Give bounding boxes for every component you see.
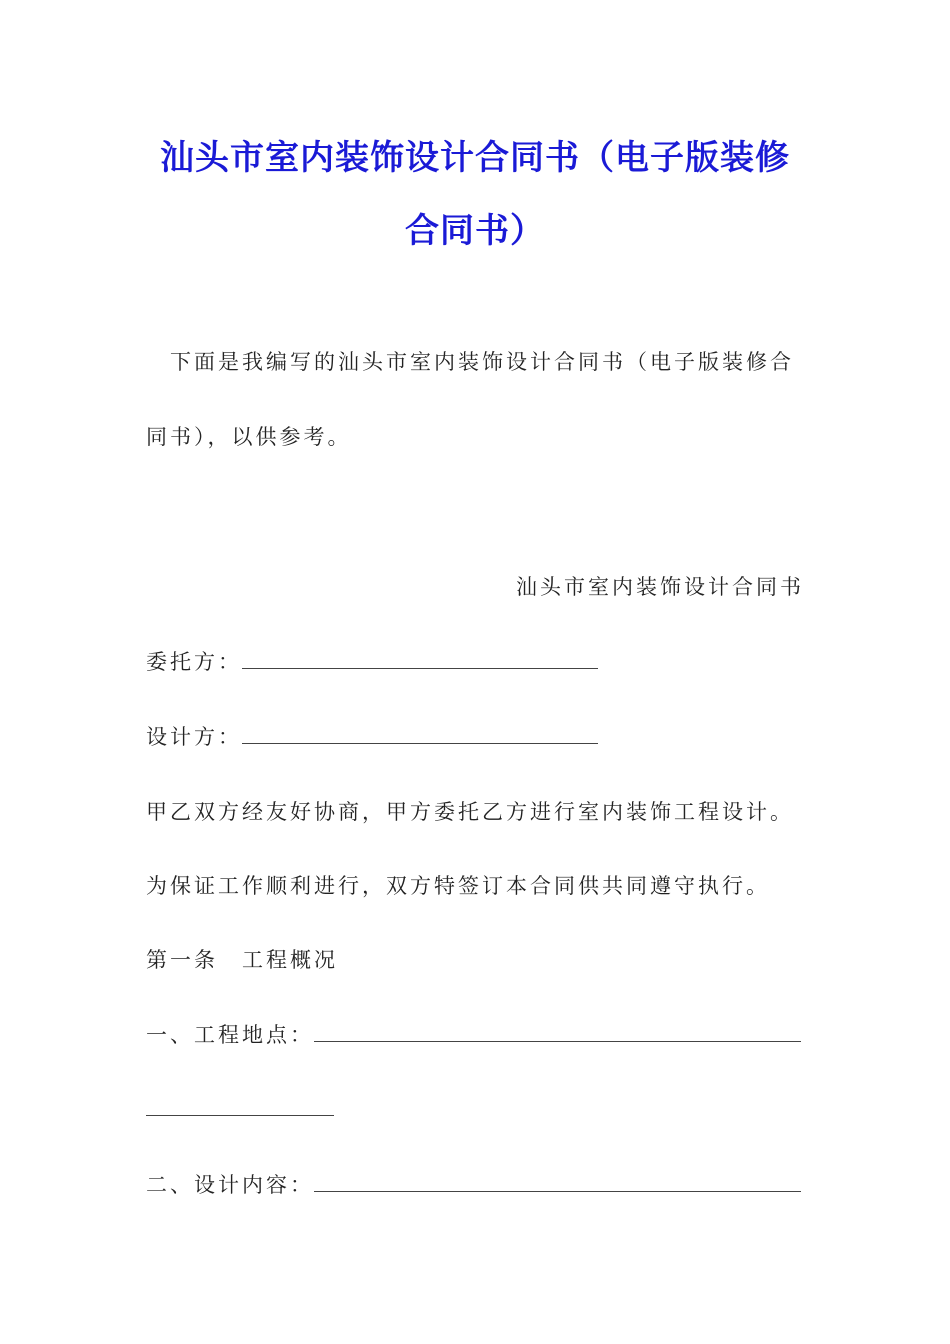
project-location-field [146, 1019, 801, 1049]
design-content-blank-line [314, 1169, 801, 1192]
project-location-label: 一、工程地点： [146, 1023, 314, 1047]
designer-label: 设计方： [146, 725, 242, 749]
designer-blank-line [242, 721, 598, 744]
project-location-blank-line [314, 1019, 801, 1042]
design-content-label: 二、设计内容： [146, 1173, 314, 1197]
intro-paragraph-line-1: 下面是我编写的汕头市室内装饰设计合同书（电子版装修合 [170, 350, 794, 374]
intro-paragraph-line-2: 同书），以供参考。 [146, 425, 352, 449]
contract-heading: 汕头市室内装饰设计合同书 [516, 575, 804, 599]
client-field [146, 646, 598, 676]
project-location-blank-continuation [146, 1115, 334, 1116]
designer-field [146, 721, 598, 751]
article-1-heading: 第一条 工程概况 [146, 948, 338, 972]
document-title-line-1: 汕头市室内装饰设计合同书（电子版装修 [160, 138, 790, 178]
paragraph-purpose: 为保证工作顺利进行，双方特签订本合同供共同遵守执行。 [146, 874, 770, 898]
document-title-line-2: 合同书） [405, 211, 545, 251]
design-content-field [146, 1169, 801, 1199]
paragraph-agreement: 甲乙双方经友好协商，甲方委托乙方进行室内装饰工程设计。 [146, 800, 794, 824]
client-label: 委托方： [146, 650, 242, 674]
client-blank-line [242, 646, 598, 669]
